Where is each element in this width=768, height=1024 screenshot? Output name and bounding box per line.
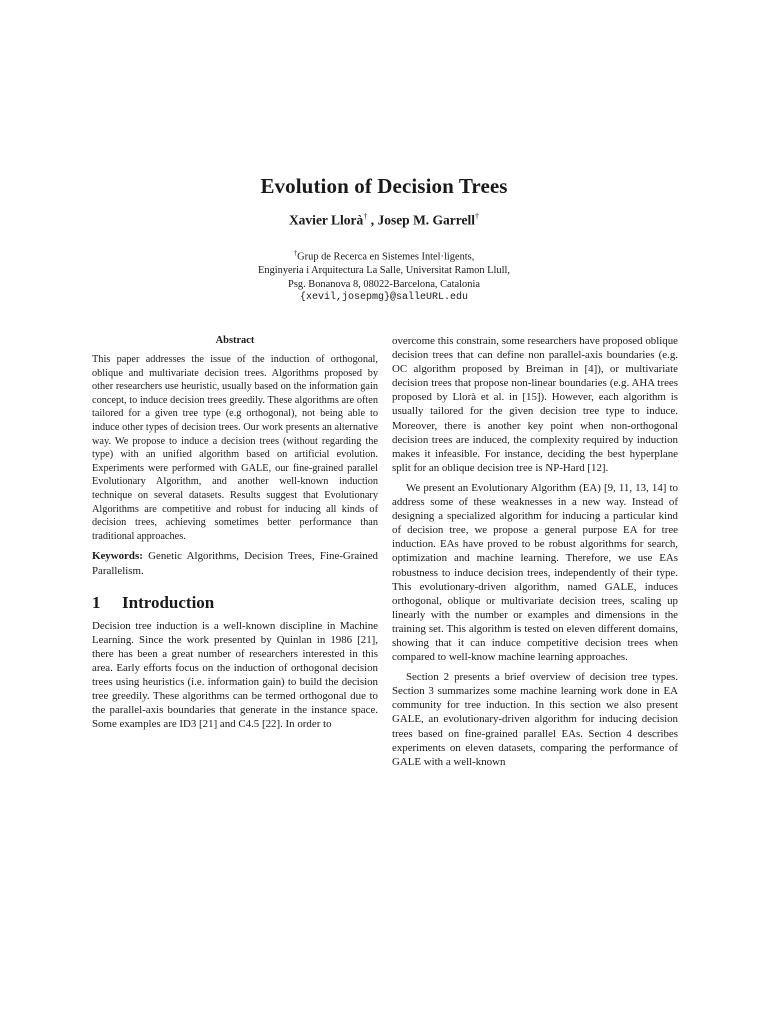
author-email: {xevil,josepmg}@salleURL.edu — [299, 292, 469, 304]
body-paragraph: Section 2 presents a brief overview of decision tree types. Section 3 summarizes some machine learning work done in EA community for tree induction. In this section we also present GALE, an evolutionary-driven algorithm for inducing decision trees based on fine-grained parallel EAs. Section 4 describes experiments on eleven datasets, comparing the performance of GALE with a well-known — [392, 671, 678, 768]
affiliation-line: †Grup de Recerca en Sistemes Intel·ligents, — [293, 249, 475, 263]
section-number: 1 — [92, 592, 101, 612]
affiliation-mark: † — [475, 212, 480, 221]
author-name: Josep M. Garrell — [377, 212, 476, 228]
keywords-label: Keywords: — [92, 550, 143, 563]
paper-title: Evolution of Decision Trees — [260, 174, 508, 198]
body-paragraph: Decision tree induction is a well-known discipline in Machine Learning. Since the work presented by Quinlan in 1986 [21], there has been a great number of researchers interested in this area. Early efforts focus on the induction of orthogonal decision trees using heuristics (i.e. information gain) to build the decision tree greedily. These algorithms can be termed orthogonal due to the parallel-axis boundaries that generate in the instance space. Some examples are ID3 [21] and C4.5 [22]. In order to — [92, 619, 378, 731]
right-column — [392, 334, 678, 769]
abstract-text: This paper addresses the issue of the induction of orthogonal, oblique and multivariate decision trees. Algorithms proposed by other researchers use heuristic, usually based on the information gain concept, to induce decision trees greedily. These algorithms are often tailored for a given tree type (e.g orthogonal), not being able to induce other types of decision trees. Our work presents an alternative way. We propose to induce a decision trees (without regarding the type) with an unified algorithm based on artificial evolution. Experiments were performed with GALE, our fine-grained parallel Evolutionary Algorithm, and another well-known induction technique on several datasets. Results suggest that Evolutionary Algorithms are competitive and robust for inducing all kinds of decision trees, achieving sometimes better performance than traditional approaches. — [92, 354, 378, 542]
affiliation-mark: † — [363, 212, 368, 221]
affiliation-line: Psg. Bonanova 8, 08022-Barcelona, Catalonia — [288, 278, 480, 290]
abstract-heading: Abstract — [215, 335, 255, 346]
keywords-text: Genetic Algorithms, Decision Trees, Fine-Grained Parallelism. — [92, 550, 378, 577]
affiliation-line: Enginyeria i Arquitectura La Salle, Universitat Ramon Llull, — [258, 265, 510, 277]
body-paragraph: overcome this constrain, some researchers have proposed oblique decision trees that can define non parallel-axis boundaries (e.g. OC algorithm proposed by Breiman in [4]), or multivariate decision trees that propose non-linear boundaries (e.g. AHA trees proposed by Llorà et al. in [15]). However, each algorithm is usually tailored for the given decision tree type to induce. Moreover, there is another key point when non-orthogonal decision trees are induced, the complexity required by induction makes it infeasible. For instance, deciding the best hyperplane split for an oblique decision tree is NP-Hard [12]. — [392, 335, 678, 474]
author-line — [0, 212, 768, 229]
left-column — [92, 334, 378, 731]
author-separator: , — [367, 212, 378, 228]
author-name: Xavier Llorà — [288, 212, 364, 228]
affiliation-block — [0, 247, 768, 305]
body-paragraph: We present an Evolutionary Algorithm (EA) [9, 11, 13, 14] to address some of these weaknesses in a new way. Instead of designing a specialized algorithm for inducing a particular kind of decision tree, we propose a general purpose EA for tree induction. EAs have proved to be robust algorithms for search, optimization and machine learning. Therefore, we use EAs robustness to induce decision trees, independently of their type. This evolutionary-driven algorithm, named GALE, induces orthogonal, oblique or multivariate decision trees, scaling up linearly with the number or examples and dimensions in the training set. This algorithm is tested on eleven different domains, showing that it can induce competitive decision trees when compared to well-know machine learning approaches. — [392, 481, 678, 664]
keywords — [92, 549, 378, 577]
affiliation-mark: † — [293, 249, 298, 257]
section-title: Introduction — [122, 592, 215, 612]
section-heading — [92, 592, 378, 612]
